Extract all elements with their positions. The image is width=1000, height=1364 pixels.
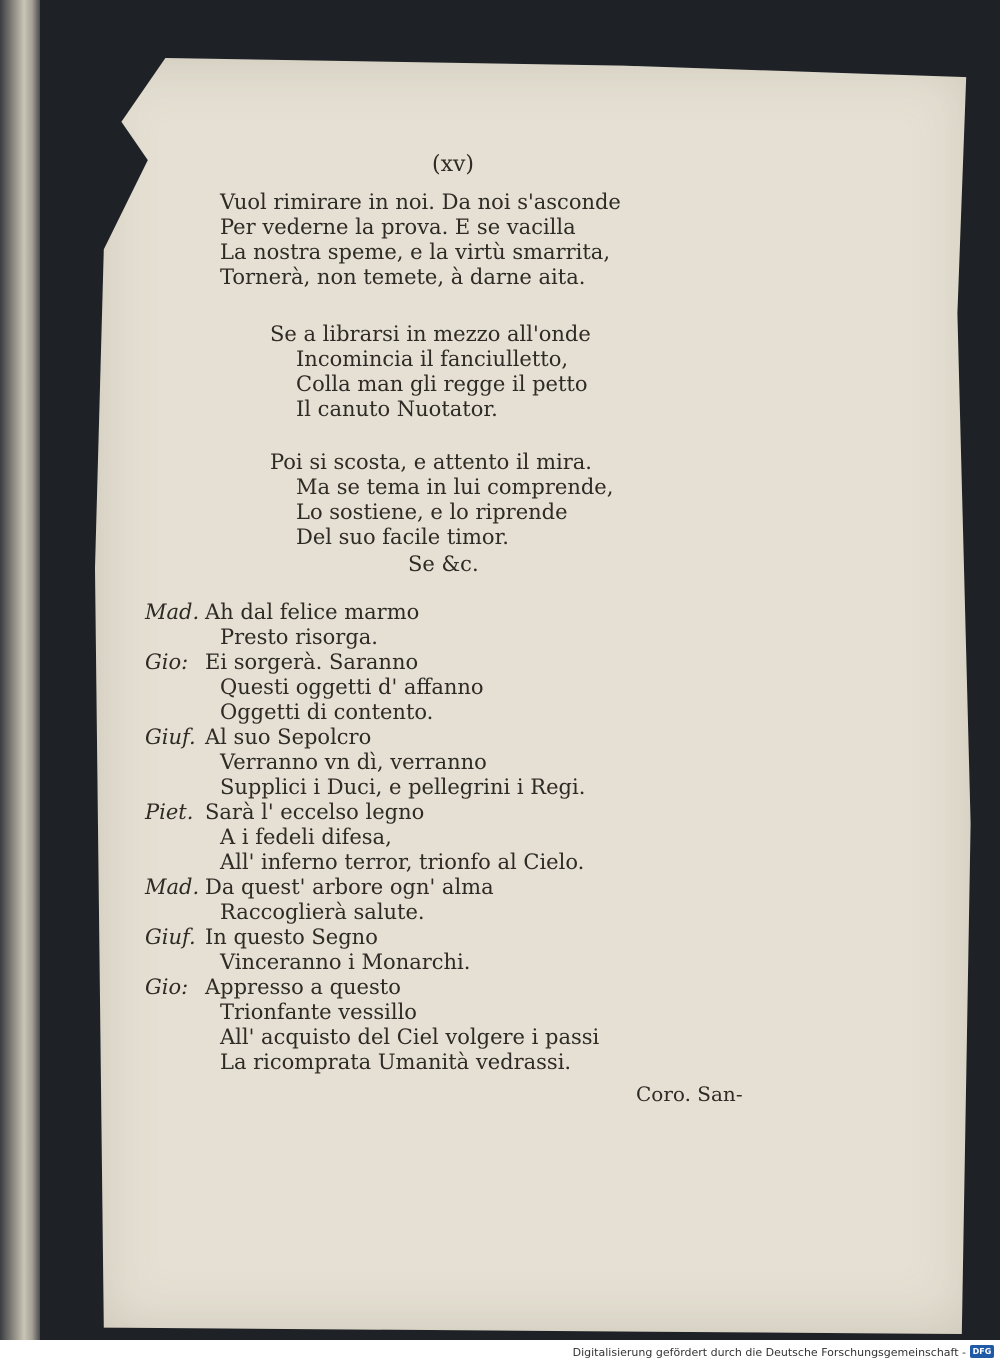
dialogue-line: Supplici i Duci, e pellegrini i Regi. — [220, 775, 586, 799]
verse-line: Ma se tema in lui comprende, — [296, 475, 614, 499]
speaker-name: Gio: — [145, 975, 189, 999]
footer-credit: Digitalisierung gefördert durch die Deutsche Forschungsgemeinschaft - — [572, 1346, 966, 1359]
verse-line: Del suo facile timor. — [296, 525, 509, 549]
dialogue-line: Giuf. Al suo Sepolcro — [145, 725, 372, 749]
dialogue-line: Presto risorga. — [220, 625, 378, 649]
dialogue-line: Verranno vn dì, verranno — [220, 750, 487, 774]
dialogue-line: Raccoglierà salute. — [220, 900, 425, 924]
speaker-name: Mad. — [145, 600, 200, 624]
dialogue-line: Oggetti di contento. — [220, 700, 434, 724]
dialogue-line: Mad. Ah dal felice marmo — [145, 600, 420, 624]
verse-line: Poi si scosta, e attento il mira. — [270, 450, 592, 474]
dialogue-line: La ricomprata Umanità vedrassi. — [220, 1050, 572, 1074]
dialogue-line: Vinceranno i Monarchi. — [220, 950, 471, 974]
book-binding — [0, 0, 40, 1340]
dialogue-line: Gio: Appresso a questo — [145, 975, 401, 999]
da-capo: Se &c. — [408, 552, 479, 576]
dialogue-line: Trionfante vessillo — [220, 1000, 417, 1024]
verse-line: Se a librarsi in mezzo all'onde — [270, 322, 591, 346]
verse-line: Il canuto Nuotator. — [296, 397, 498, 421]
page-number: (xv) — [432, 152, 475, 177]
dialogue-line: All' inferno terror, trionfo al Cielo. — [220, 850, 585, 874]
catchword: Coro. San- — [636, 1082, 743, 1106]
speaker-name: Gio: — [145, 650, 189, 674]
footer-bar — [0, 1340, 1000, 1364]
speaker-name: Piet. — [145, 800, 194, 824]
aria-stanza-1 — [270, 322, 591, 422]
speaker-name: Mad. — [145, 875, 200, 899]
verse-line: Per vederne la prova. E se vacilla — [220, 215, 576, 239]
dialogue-line: Mad. Da quest' arbore ogn' alma — [145, 875, 494, 899]
speaker-name: Giuf. — [145, 725, 196, 749]
aria-stanza-2 — [270, 450, 613, 550]
dialogue-line: Questi oggetti d' affanno — [220, 675, 484, 699]
verse-line: Tornerà, non temete, à darne aita. — [220, 265, 586, 289]
verse-line: Vuol rimirare in noi. Da noi s'asconde — [220, 190, 621, 214]
opening-stanza — [220, 190, 621, 290]
dialogue-line: Piet. Sarà l' eccelso legno — [145, 800, 425, 824]
verse-line: Colla man gli regge il petto — [296, 372, 588, 396]
dialogue — [145, 600, 599, 1075]
verse-line: Lo sostiene, e lo riprende — [296, 500, 568, 524]
speaker-name: Giuf. — [145, 925, 196, 949]
dfg-logo-icon: DFG — [970, 1345, 994, 1358]
dialogue-line: A i fedeli difesa, — [220, 825, 392, 849]
verse-line: Incomincia il fanciulletto, — [296, 347, 569, 371]
verse-line: La nostra speme, e la virtù smarrita, — [220, 240, 611, 264]
dialogue-line: All' acquisto del Ciel volgere i passi — [220, 1025, 600, 1049]
dialogue-line: Giuf. In questo Segno — [145, 925, 378, 949]
dialogue-line: Gio: Ei sorgerà. Saranno — [145, 650, 419, 674]
